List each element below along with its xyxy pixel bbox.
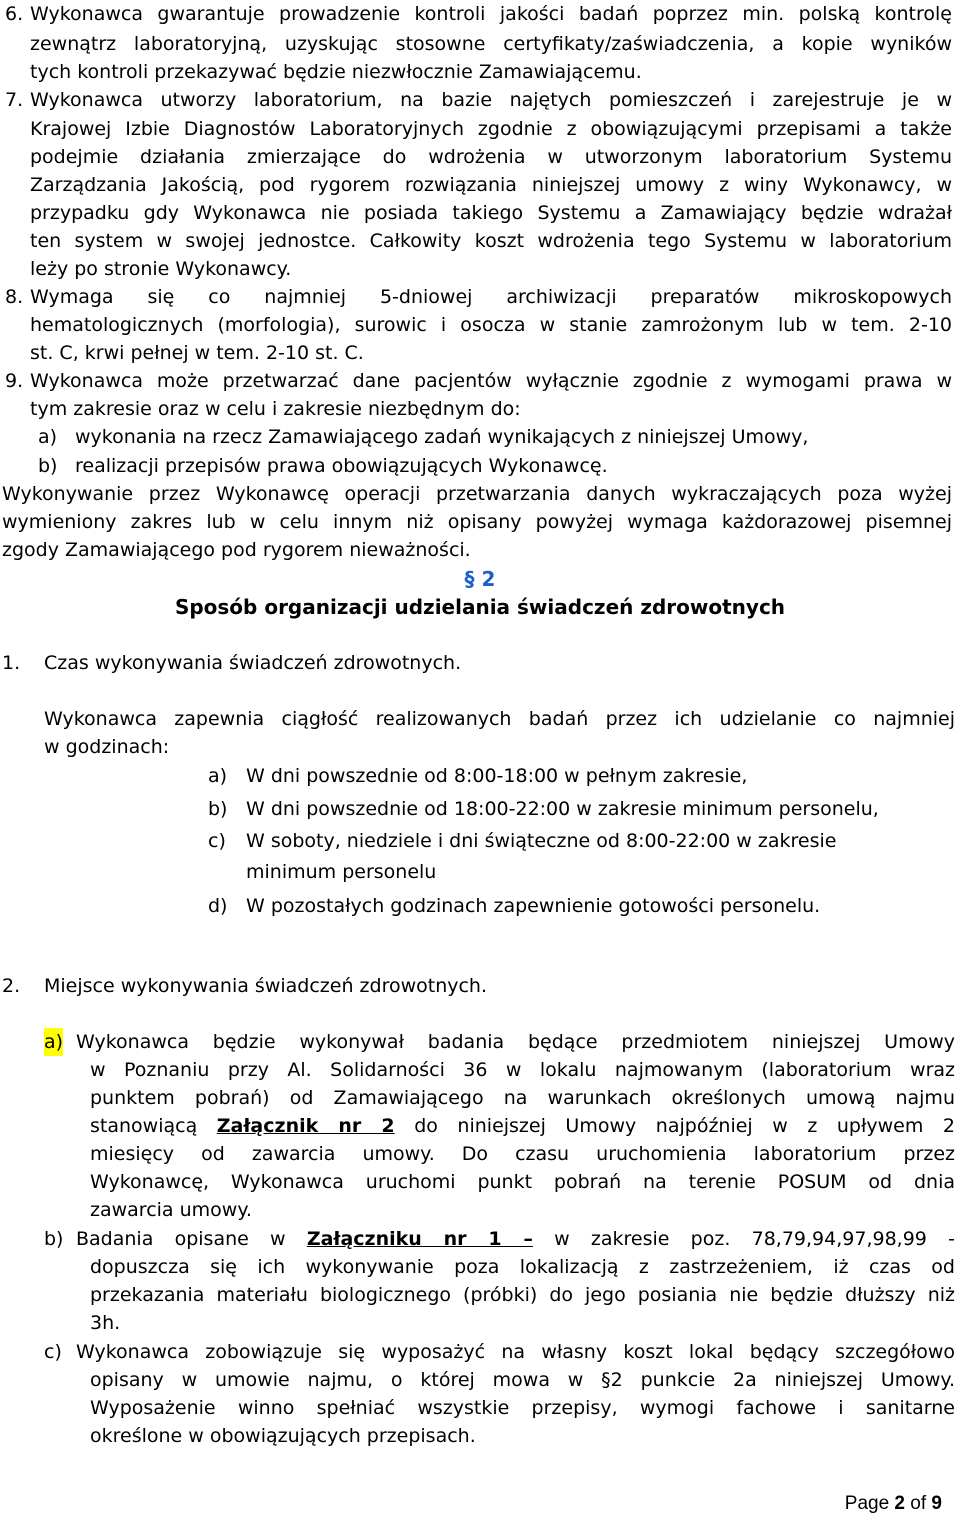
text-line: Wykonawca utworzy laboratorium, na bazie najętych pomieszczeń i zarejestruje je w — [30, 89, 952, 111]
text-line — [90, 1112, 955, 1140]
text-line: Zarządzania Jakością, pod rygorem rozwiązania niniejszej umowy z winy Wykonawcy, w — [30, 174, 952, 196]
point-title: Czas wykonywania świadczeń zdrowotnych. — [44, 652, 462, 674]
text-line: zewnątrz laboratoryjną, uzyskując stosowne certyfikaty/zaświadczenia, a kopie wyników — [30, 33, 952, 55]
sub-label: a) — [38, 426, 58, 448]
text-line: W soboty, niedziele i dni świąteczne od 8:00-22:00 w zakresie — [246, 830, 837, 852]
text-line: w Poznaniu przy Al. Solidarności 36 w lokalu najmowanym (laboratorium wraz — [90, 1059, 955, 1081]
text-line: Wykonawca może przetwarzać dane pacjentów wyłącznie zgodnie z wymogami prawa w — [30, 370, 952, 392]
text-line: punktem pobrań) od Zamawiającego na warunkach określonych umową najmu — [90, 1087, 955, 1109]
item-number: 1. — [2, 652, 21, 674]
text-line: przekazania materiału biologicznego (próbki) do jego posiania nie będzie dłuższy niż — [90, 1284, 955, 1306]
text-line: określone w obowiązujących przepisach. — [90, 1425, 476, 1447]
item-number: 7. — [5, 89, 24, 111]
total-pages: 9 — [931, 1493, 942, 1514]
text-line: zawarcia umowy. — [90, 1199, 252, 1221]
text-line: Wykonawca gwarantuje prowadzenie kontroli jakości badań poprzez min. polską kontrolę — [30, 3, 952, 25]
text-line: W pozostałych godzinach zapewnienie gotowości personelu. — [246, 895, 821, 917]
page-footer — [845, 1493, 942, 1515]
attachment-reference: Załącznik nr 2 — [216, 1115, 395, 1137]
text-line: wykonania na rzecz Zamawiającego zadań wynikających z niniejszej Umowy, — [75, 426, 809, 448]
text-line: realizacji przepisów prawa obowiązujących Wykonawcę. — [75, 455, 608, 477]
sub-label: b) — [38, 455, 58, 477]
sub-label: d) — [208, 895, 228, 917]
text-fragment: w zakresie poz. 78,79,94,97,98,99 - — [554, 1228, 955, 1250]
text-line: hematologicznych (morfologia), surowic i osocza w stanie zamrożonym lub w tem. 2-10 — [30, 314, 952, 336]
text-line: 3h. — [90, 1312, 121, 1334]
section-symbol — [0, 565, 960, 593]
text-line: leży po stronie Wykonawcy. — [30, 258, 292, 280]
text-line: Wykonawca będzie wykonywał badania będące przedmiotem niniejszej Umowy — [76, 1031, 955, 1053]
text-line: w godzinach: — [44, 736, 170, 758]
text-line: tym zakresie oraz w celu i zakresie niezbędnym do: — [30, 398, 521, 420]
sub-label: c) — [208, 830, 226, 852]
text-fragment: Badania opisane w — [76, 1228, 286, 1250]
point-title: Miejsce wykonywania świadczeń zdrowotnych. — [44, 975, 488, 997]
text-line: st. C, krwi pełnej w tem. 2-10 st. C. — [30, 342, 364, 364]
item-number: 2. — [2, 975, 21, 997]
item-number: 6. — [5, 3, 24, 25]
text-line: W dni powszednie od 18:00-22:00 w zakresie minimum personelu, — [246, 798, 879, 820]
text-line — [76, 1225, 955, 1253]
text-line: Wykonywanie przez Wykonawcę operacji przetwarzania danych wykraczających poza wyżej — [2, 483, 952, 505]
page-label: Page — [844, 1493, 890, 1514]
sub-label: c) — [44, 1341, 62, 1363]
sub-label: a) — [208, 765, 228, 787]
text-line: przypadku gdy Wykonawca nie posiada takiego Systemu a Zamawiający będzie wdrażał — [30, 202, 952, 224]
text-line: Wykonawca zapewnia ciągłość realizowanych badań przez ich udzielanie co najmniej — [44, 708, 955, 730]
text-line: dopuszcza się ich wykonywanie poza lokalizacją z zastrzeżeniem, iż czas od — [90, 1256, 955, 1278]
text-line: Wykonawca zobowiązuje się wyposażyć na własny koszt lokal będący szczegółowo — [76, 1341, 955, 1363]
text-line: ten system w swojej jednostce. Całkowity koszt wdrożenia tego Systemu w laboratorium — [30, 230, 952, 252]
section-title: Sposób organizacji udzielania świadczeń zdrowotnych — [174, 595, 786, 619]
sub-label: b) — [208, 798, 228, 820]
text-fragment: stanowiącą — [90, 1115, 198, 1137]
page-number: 2 — [894, 1493, 905, 1514]
text-line: opisany w umowie najmu, o której mowa w §2 punkcie 2a niniejszej Umowy. — [90, 1369, 955, 1391]
attachment-reference: Załączniku nr 1 – — [306, 1228, 533, 1250]
text-line: Wyposażenie winno spełniać wszystkie przepisy, wymogi fachowe i sanitarne — [90, 1397, 955, 1419]
text-line: Wymaga się co najmniej 5-dniowej archiwizacji preparatów mikroskopowych — [30, 286, 952, 308]
item-number: 8. — [5, 286, 24, 308]
text-line: podejmie działania zmierzające do wdrożenia w utworzonym laboratorium Systemu — [30, 146, 952, 168]
text-line: zgody Zamawiającego pod rygorem nieważności. — [2, 539, 471, 561]
sub-label: b) — [44, 1228, 64, 1250]
of-label: of — [910, 1493, 927, 1514]
text-fragment: do niniejszej Umowy najpóźniej w z upływem 2 — [414, 1115, 956, 1137]
sub-label-highlighted: a) — [44, 1028, 63, 1056]
text-line: W dni powszednie od 8:00-18:00 w pełnym zakresie, — [246, 765, 748, 787]
section-mark: § 2 — [464, 567, 496, 591]
text-line: wymieniony zakres lub w celu innym niż opisany powyżej wymaga każdorazowej pisemnej — [2, 511, 952, 533]
item-number: 9. — [5, 370, 24, 392]
text-line: Wykonawcę, Wykonawca uruchomi punkt pobrań na terenie POSUM od dnia — [90, 1171, 955, 1193]
text-line: tych kontroli przekazywać będzie niezwłocznie Zamawiającemu. — [30, 61, 642, 83]
text-line: Krajowej Izbie Diagnostów Laboratoryjnych zgodnie z obowiązującymi przepisami a także — [30, 118, 952, 140]
text-line: minimum personelu — [246, 861, 437, 883]
text-line: miesięcy od zawarcia umowy. Do czasu uruchomienia laboratorium przez — [90, 1143, 955, 1165]
